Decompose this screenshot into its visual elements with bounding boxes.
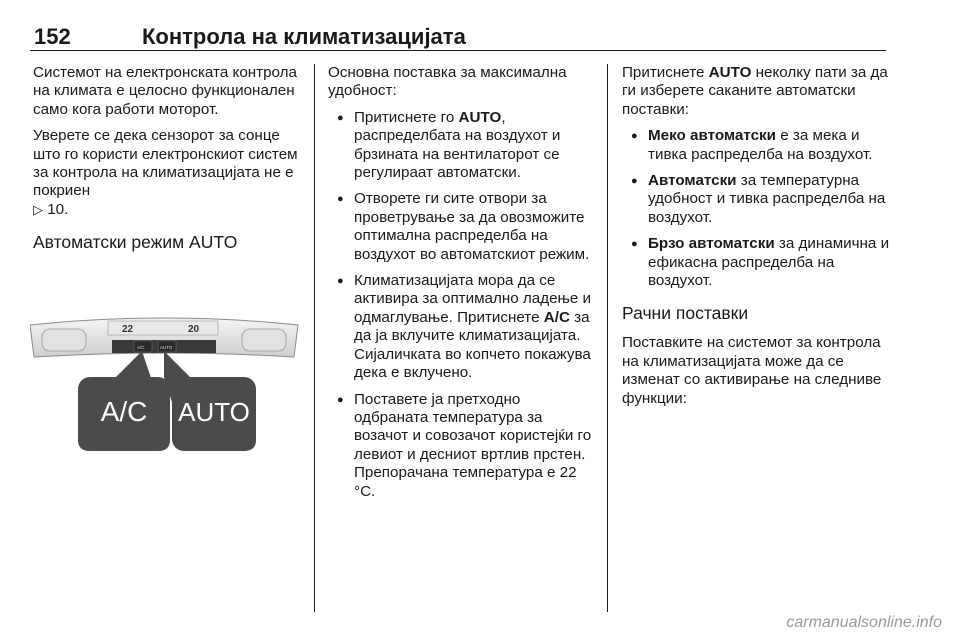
auto-button-label: AUTO: [160, 345, 173, 350]
climate-control-illustration: [30, 315, 300, 455]
column-3: [622, 64, 890, 416]
sensor-text: Уверете се дека сензорот за сонце што го користи електронскиот систем за контрола на климатизацијата не е покриен: [33, 127, 298, 200]
section-heading-auto: Автоматски режим AUTO: [33, 232, 238, 253]
intro-paragraph: Системот на електронската контрола на климата е целосно функционален само кога работи моторот.: [33, 64, 297, 118]
column-1: [33, 64, 305, 263]
basic-setting-list: [328, 109, 594, 501]
temp-display-left: 22: [122, 324, 134, 335]
list-item: ● Меко автоматски е за мека и тивка распределба на воздухот.: [622, 127, 890, 164]
section-heading-manual: Рачни поставки: [622, 303, 749, 324]
list-item: ● Притиснете го AUTO, распределбата на воздухот и брзината на вентилаторот се регулираат автоматски.: [328, 109, 594, 183]
callout-ac-label: A/C: [100, 396, 148, 427]
page-title: Контрола на климатизацијата: [142, 24, 466, 49]
basic-setting-intro: Основна поставка за максимална удобност:: [328, 64, 567, 100]
page-reference-icon: ▷: [33, 201, 43, 217]
auto-modes-list: [622, 127, 890, 290]
column-2: [328, 64, 594, 509]
sensor-paragraph: [33, 127, 305, 219]
ac-button-label: A/C: [137, 345, 145, 350]
column-divider-1: [314, 64, 315, 612]
temp-display-right: 20: [188, 324, 200, 335]
column-divider-2: [607, 64, 608, 612]
page-number: 152: [34, 24, 71, 49]
auto-modes-intro: Притиснете AUTO неколку пати за да ги изберете саканите автоматски поставки:: [622, 64, 888, 118]
page-header: [30, 22, 888, 52]
left-knob: [42, 329, 86, 351]
watermark: carmanualsonline.info: [786, 614, 942, 631]
list-item: ● Автоматски за температурна удобност и тивка распределба на воздухот.: [622, 172, 890, 227]
right-knob: [242, 329, 286, 351]
list-item: ● Брзо автоматски за динамична и ефикасна распределба на воздухот.: [622, 235, 890, 290]
list-item: ● Отворете ги сите отвори за проветрување за да овозможите оптимална распределба на воздухот во автоматскиот режим.: [328, 190, 594, 264]
list-item: ● Климатизацијата мора да се активира за оптимално ладење и одмаглување. Притиснете A/C за да ја вклучите климатизацијата. Сијаличката во копчето покажува дека е вклучено.: [328, 272, 594, 382]
header-divider: [30, 50, 886, 51]
callout-auto-label: AUTO: [178, 397, 250, 427]
page-reference: 10.: [47, 200, 69, 218]
manual-settings-paragraph: Поставките на системот за контрола на климатизацијата може да се изменат со активирање на следниве функции:: [622, 334, 882, 407]
list-item: ● Поставете ја претходно одбраната температура за возачот и совозачот користејќи го левиот и десниот вртлив прстен. Препорачана температура е 22 °C.: [328, 391, 594, 501]
